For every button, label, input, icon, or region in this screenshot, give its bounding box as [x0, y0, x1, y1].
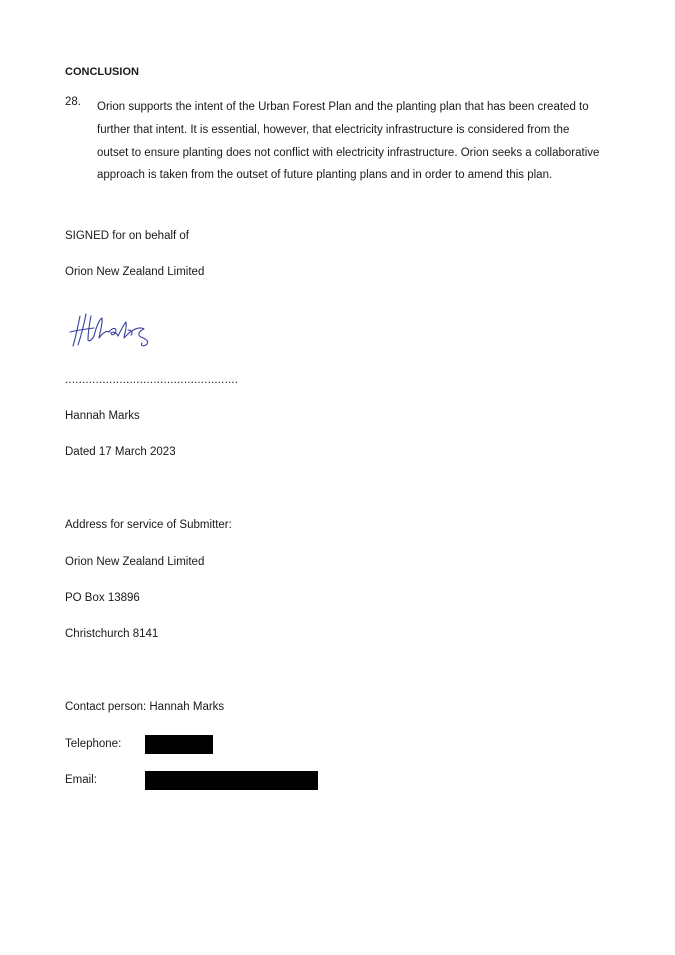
address-po-box: PO Box 13896 [65, 592, 140, 604]
signatory-name: Hannah Marks [65, 410, 140, 422]
paragraph-line: outset to ensure planting does not conflict with electricity infrastructure. Orion seeks a collaborative [97, 146, 600, 159]
email-redaction [145, 771, 318, 790]
date-line: Dated 17 March 2023 [65, 446, 176, 458]
contact-person: Contact person: Hannah Marks [65, 701, 225, 713]
address-city: Christchurch 8141 [65, 628, 159, 640]
email-label: Email: [65, 774, 97, 786]
signed-on-behalf-label: SIGNED for on behalf of [65, 230, 190, 242]
paragraph-line: further that intent. It is essential, however, that electricity infrastructure is considered from the [97, 123, 570, 136]
telephone-redaction [145, 735, 213, 754]
address-name: Orion New Zealand Limited [65, 556, 205, 568]
telephone-label: Telephone: [65, 738, 122, 750]
paragraph-line: Orion supports the intent of the Urban Forest Plan and the planting plan that has been created to [97, 101, 589, 113]
paragraph-body [97, 96, 627, 187]
section-heading: CONCLUSION [65, 66, 139, 78]
organisation-name: Orion New Zealand Limited [65, 266, 205, 278]
paragraph-number: 28. [65, 96, 81, 108]
paragraph-line: approach is taken from the outset of future planting plans and in order to amend this plan. [97, 169, 553, 182]
signature-line: ................................................... [65, 374, 239, 386]
address-label: Address for service of Submitter: [65, 519, 232, 531]
handwritten-signature [66, 308, 161, 352]
